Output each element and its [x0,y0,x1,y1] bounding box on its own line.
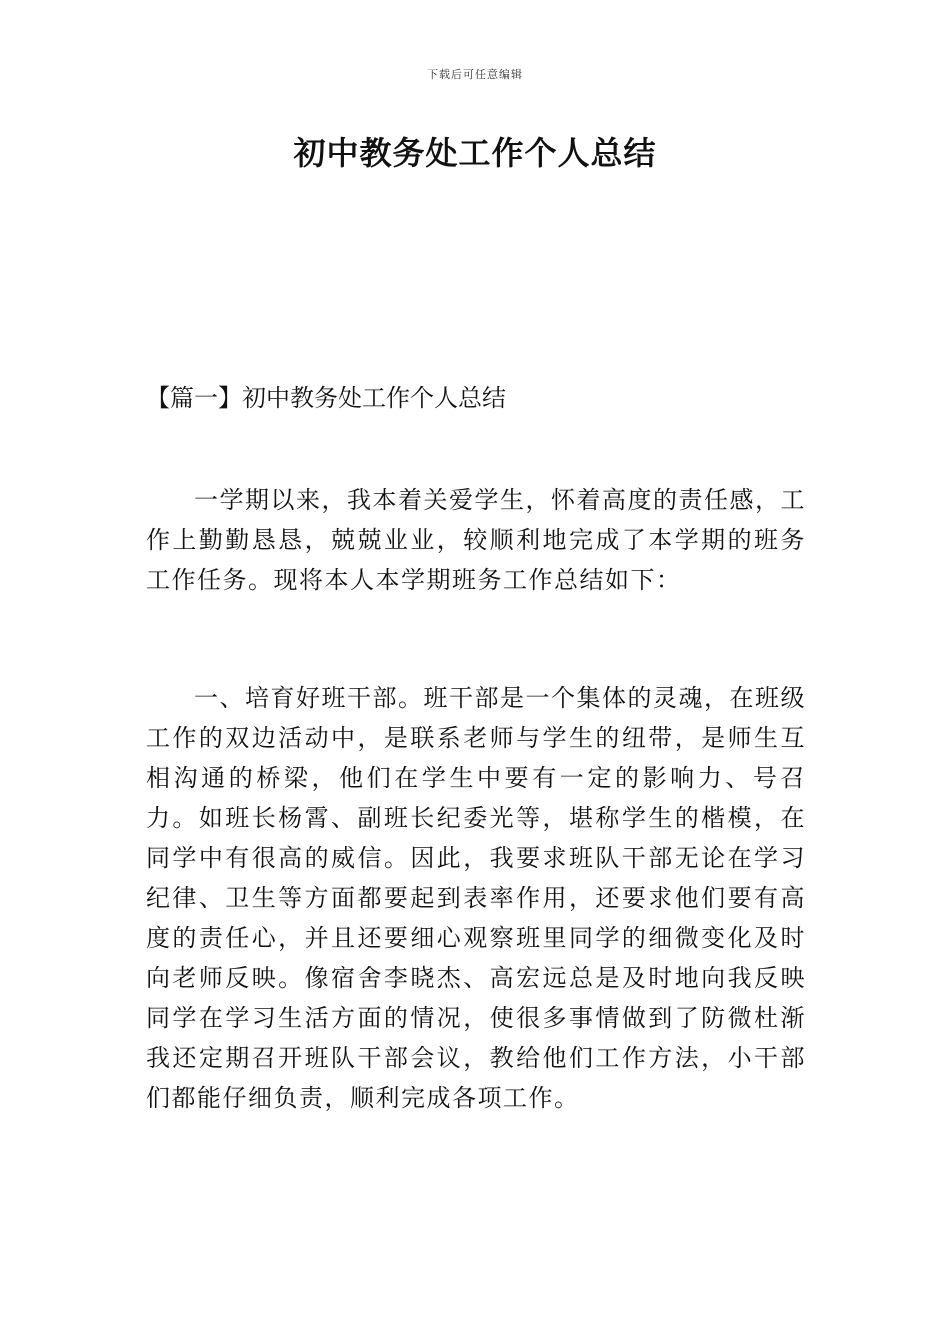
paragraph-intro: 一学期以来，我本着关爱学生，怀着高度的责任感，工作上勤勤恳恳，兢兢业业，较顺利地完成了本学期的班务工作任务。现将本人本学期班务工作总结如下： [146,486,806,594]
section-heading: 【篇一】初中教务处工作个人总结 [146,384,506,412]
header-note: 下载后可任意编辑 [427,68,523,81]
document-title: 初中教务处工作个人总结 [293,134,657,172]
paragraph-class-cadres: 一、培育好班干部。班干部是一个集体的灵魂，在班级工作的双边活动中，是联系老师与学生的纽带，是师生互相沟通的桥梁，他们在学生中要有一定的影响力、号召力。如班长杨霄、副班长纪委光等，堪称学生的楷模，在同学中有很高的威信。因此，我要求班队干部无论在学习纪律、卫生等方面都要起到表率作用，还要求他们要有高度的责任心，并且还要细心观察班里同学的细微变化及时向老师反映。像宿舍李晓杰、高宏远总是及时地向我反映同学在学习生活方面的情况，使很多事情做到了防微杜渐我还定期召开班队干部会议，教给他们工作方法，小干部们都能仔细负责，顺利完成各项工作。 [146,684,806,1112]
